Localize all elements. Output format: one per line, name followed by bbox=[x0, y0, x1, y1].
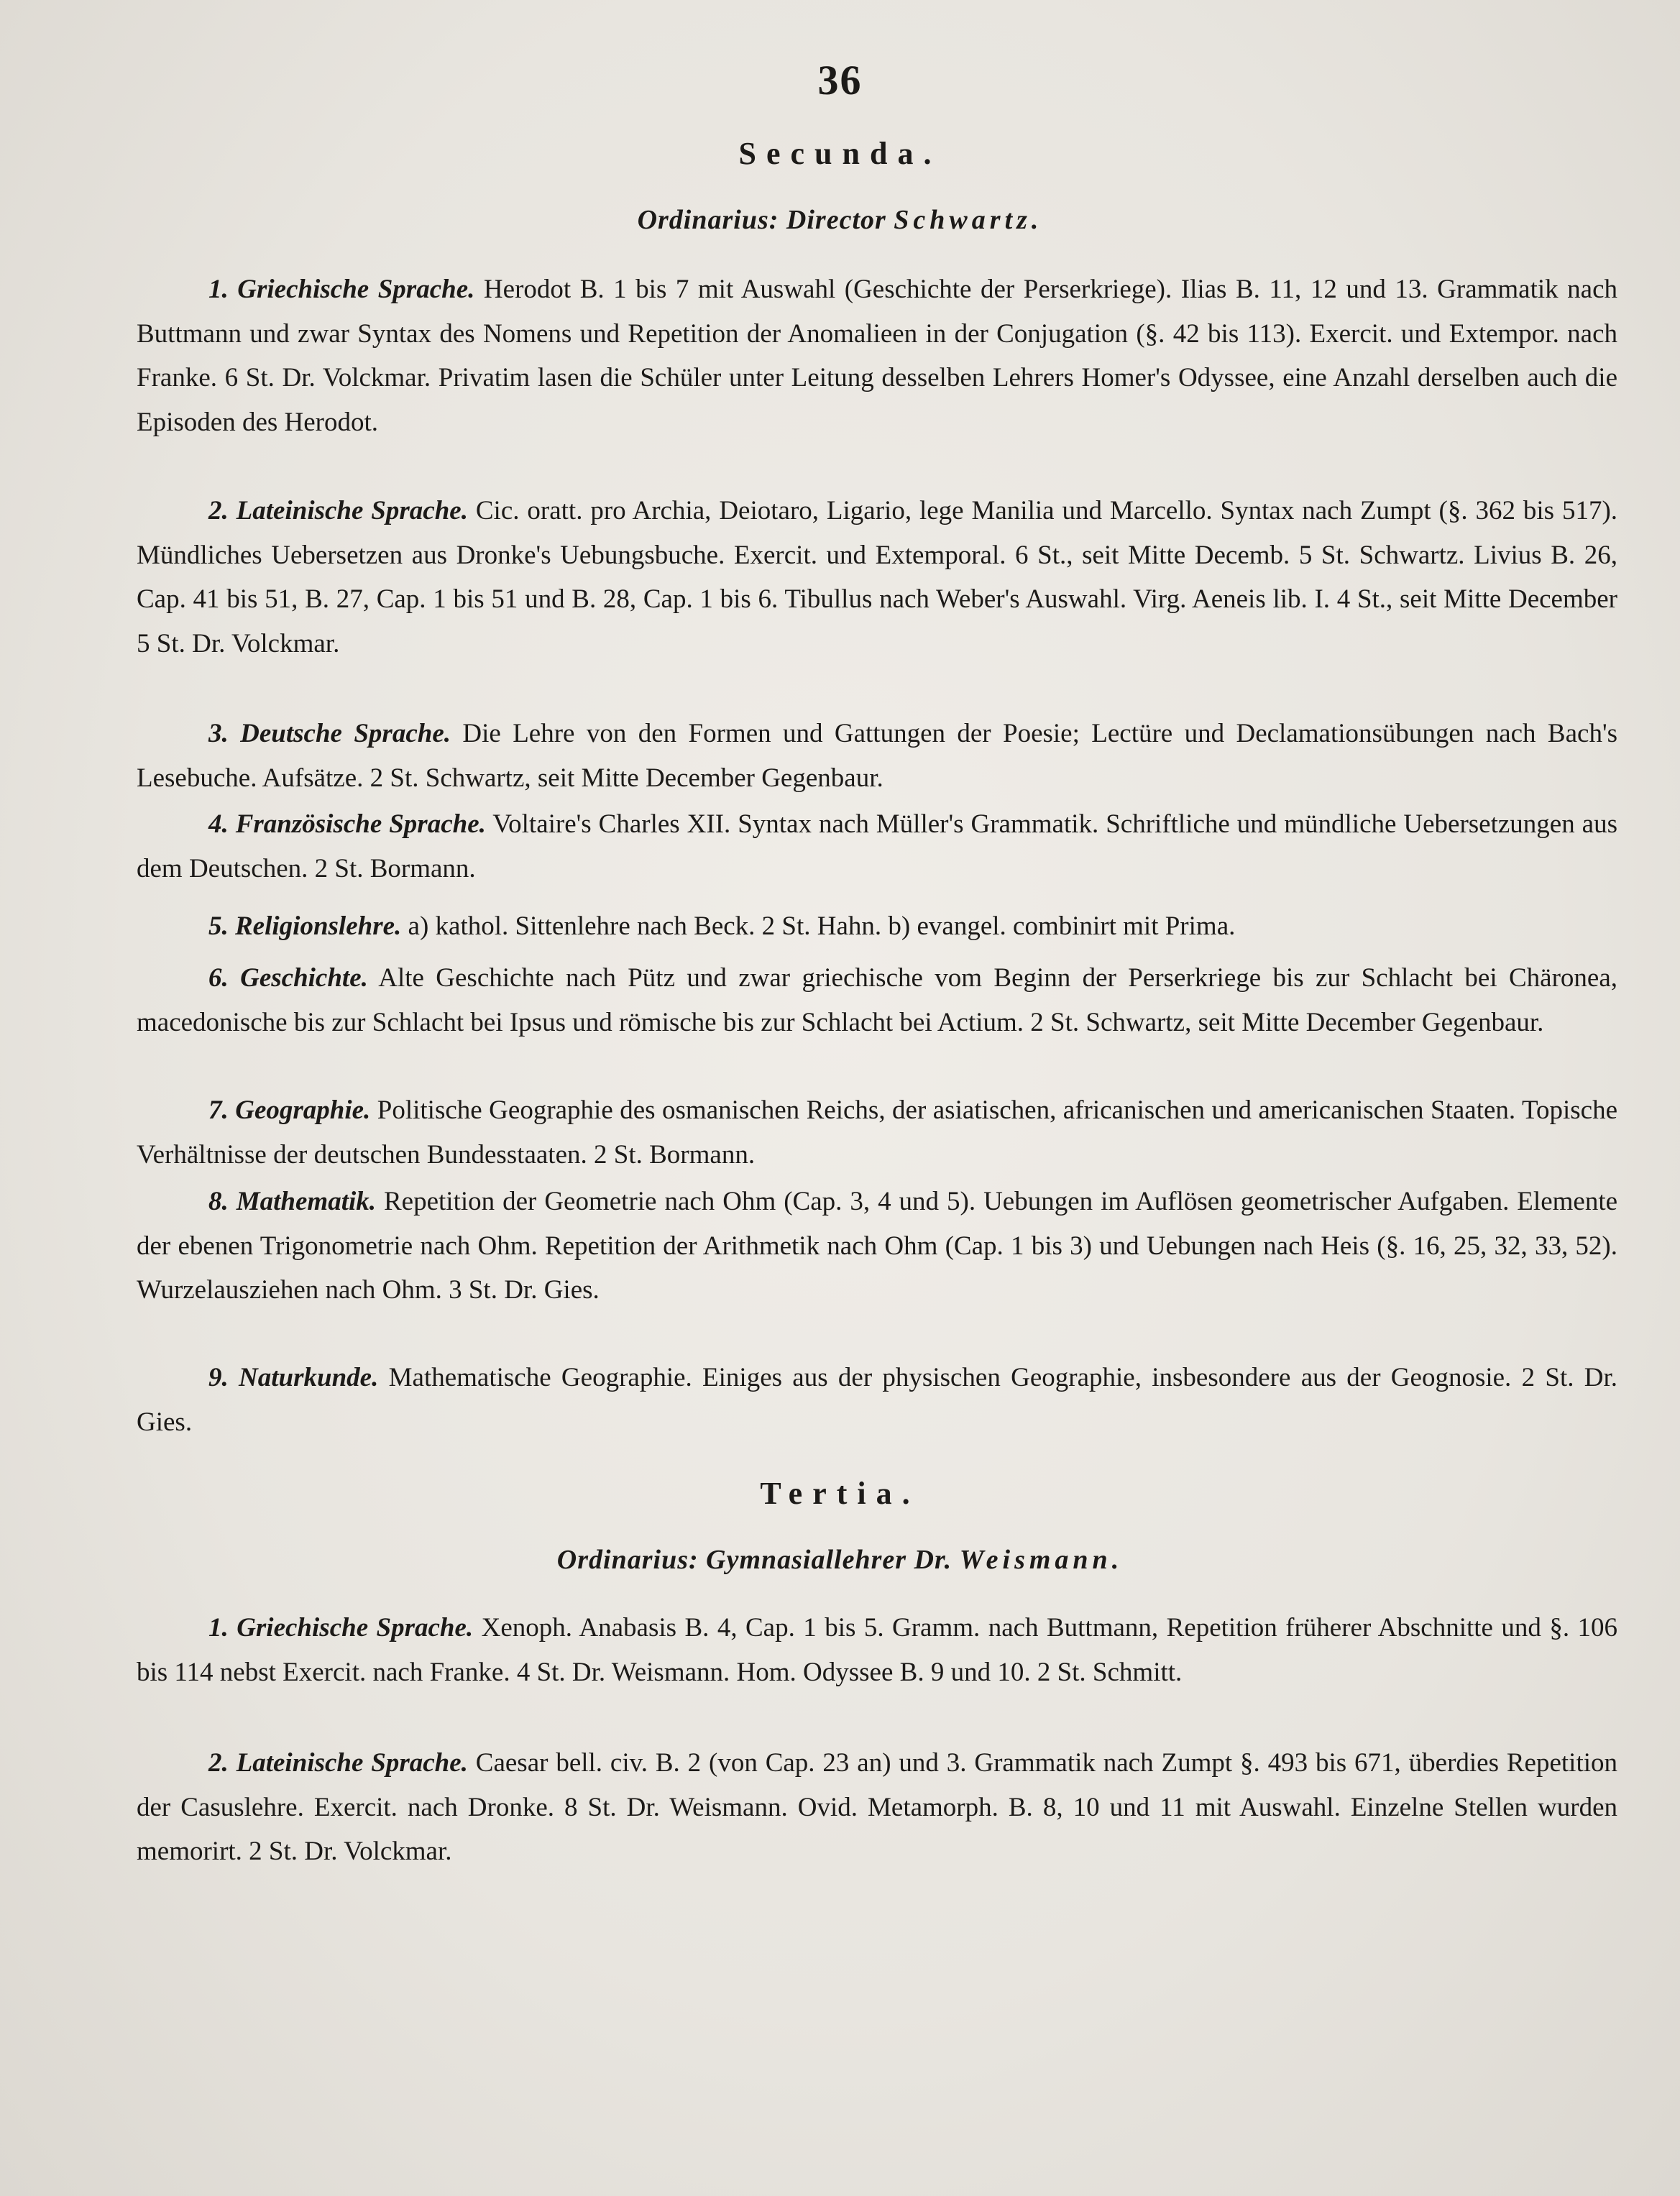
secunda-item-2 bbox=[137, 489, 1617, 666]
item-subject: Griechische Sprache. bbox=[237, 275, 475, 304]
item-number: 3. bbox=[208, 719, 229, 748]
secunda-item-6 bbox=[137, 956, 1617, 1044]
item-subject: Religionslehre. bbox=[235, 911, 402, 941]
item-text: Alte Geschichte nach Pütz und zwar griechische vom Beginn der Perserkriege bis zur Schlacht bei Chäronea, macedonische bis zur Schlacht bei Ipsus und römische bis zur Schlacht bei Actium. 2 St. Schwartz, seit Mitte December Gegenbaur. bbox=[137, 963, 1617, 1037]
item-text: Die Lehre von den Formen und Gattungen der Poesie; Lectüre und Declamationsübungen nach Bach's Lesebuche. Aufsätze. 2 St. Schwartz, seit Mitte December Gegenbaur. bbox=[137, 719, 1618, 793]
item-subject: Lateinische Sprache. bbox=[236, 496, 468, 525]
item-number: 7. bbox=[208, 1095, 229, 1125]
item-text: Repetition der Geometrie nach Ohm (Cap. 3, 4 und 5). Uebungen im Auflösen geometrischer Aufgaben. Elemente der ebenen Trigonometrie nach Ohm. Repetition der Arithmetik nach Ohm (Cap. 1 bis 3) und Uebungen nach Heis (§. 16, 25, 32, 33, 52). Wurzelausziehen nach Ohm. 3 St. Dr. Gies. bbox=[137, 1187, 1618, 1305]
ordinarius-name: Weismann. bbox=[959, 1545, 1124, 1575]
item-number: 6. bbox=[208, 963, 229, 993]
secunda-item-8 bbox=[137, 1180, 1617, 1313]
item-text: Cic. oratt. pro Archia, Deiotaro, Ligario, lege Manilia und Marcello. Syntax nach Zumpt (§. 362 bis 517). Mündliches Uebersetzen aus Dronke's Uebungsbuche. Exercit. und Extemporal. 6 St., seit Mitte Decemb. 5 St. Schwartz. Livius B. 26, Cap. 41 bis 51, B. 27, Cap. 1 bis 51 und B. 28, Cap. 1 bis 6. Tibullus nach Weber's Auswahl. Virg. Aeneis lib. I. 4 St., seit Mitte December 5 St. Dr. Volckmar. bbox=[137, 496, 1618, 658]
secunda-item-3 bbox=[137, 712, 1617, 800]
ordinarius-label: Ordinarius: Director bbox=[637, 205, 886, 235]
ordinarius-secunda bbox=[0, 204, 1680, 236]
section-title-tertia: Tertia. bbox=[760, 1476, 920, 1511]
secunda-item-9 bbox=[137, 1356, 1617, 1444]
item-subject: Französische Sprache. bbox=[235, 809, 486, 839]
ordinarius-label: Ordinarius: Gymnasiallehrer Dr. bbox=[556, 1545, 953, 1575]
item-subject: Griechische Sprache. bbox=[237, 1613, 474, 1643]
item-number: 2. bbox=[208, 496, 229, 525]
secunda-item-5 bbox=[137, 904, 1617, 949]
ordinarius-name: Schwartz. bbox=[894, 205, 1043, 235]
section-title-secunda: Secunda. bbox=[738, 136, 942, 171]
item-text: Caesar bell. civ. B. 2 (von Cap. 23 an) und 3. Grammatik nach Zumpt §. 493 bis 671, überdies Repetition der Casuslehre. Exercit. nach Dronke. 8 St. Dr. Weismann. Ovid. Metamorph. B. 8, 10 und 11 mit Auswahl. Einzelne Stellen wurden memorirt. 2 St. Dr. Volckmar. bbox=[137, 1748, 1618, 1866]
item-number: 8. bbox=[208, 1187, 229, 1216]
item-subject: Lateinische Sprache. bbox=[236, 1748, 468, 1778]
item-subject: Mathematik. bbox=[236, 1187, 377, 1216]
page-number: 36 bbox=[817, 57, 863, 104]
secunda-item-7 bbox=[137, 1088, 1617, 1177]
item-number: 4. bbox=[208, 809, 229, 839]
item-text: Herodot B. 1 bis 7 mit Auswahl (Geschichte der Perserkriege). Ilias B. 11, 12 und 13. Grammatik nach Buttmann und zwar Syntax des Nomens und Repetition der Anomalieen in der Conjugation (§. 42 bis 113). Exercit. und Extempor. nach Franke. 6 St. Dr. Volckmar. Privatim lasen die Schüler unter Leitung desselben Lehrers Homer's Odyssee, eine Anzahl derselben auch die Episoden des Herodot. bbox=[137, 275, 1618, 437]
item-subject: Geschichte. bbox=[240, 963, 368, 993]
item-number: 2. bbox=[208, 1748, 229, 1778]
secunda-item-1 bbox=[137, 267, 1617, 444]
item-number: 1. bbox=[208, 275, 229, 304]
item-text: Xenoph. Anabasis B. 4, Cap. 1 bis 5. Gramm. nach Buttmann, Repetition früherer Abschnitte und §. 106 bis 114 nebst Exercit. nach Franke. 4 St. Dr. Weismann. Hom. Odyssee B. 9 und 10. 2 St. Schmitt. bbox=[137, 1613, 1618, 1687]
tertia-item-1 bbox=[137, 1606, 1617, 1694]
item-number: 9. bbox=[208, 1363, 229, 1392]
item-subject: Geographie. bbox=[235, 1095, 371, 1125]
item-text: a) kathol. Sittenlehre nach Beck. 2 St. Hahn. b) evangel. combinirt mit Prima. bbox=[408, 911, 1236, 941]
secunda-item-4 bbox=[137, 802, 1617, 891]
item-text: Voltaire's Charles XII. Syntax nach Müller's Grammatik. Schriftliche und mündliche Uebersetzungen aus dem Deutschen. 2 St. Bormann. bbox=[137, 809, 1618, 883]
ordinarius-tertia bbox=[0, 1544, 1680, 1576]
item-text: Mathematische Geographie. Einiges aus der physischen Geographie, insbesondere aus der Geognosie. 2 St. Dr. Gies. bbox=[137, 1363, 1617, 1437]
tertia-item-2 bbox=[137, 1741, 1617, 1874]
item-subject: Deutsche Sprache. bbox=[240, 719, 451, 748]
item-subject: Naturkunde. bbox=[239, 1363, 379, 1392]
item-number: 1. bbox=[208, 1613, 229, 1643]
item-text: Politische Geographie des osmanischen Reichs, der asiatischen, africanischen und americanischen Staaten. Topische Verhältnisse der deutschen Bundesstaaten. 2 St. Bormann. bbox=[137, 1095, 1617, 1170]
item-number: 5. bbox=[208, 911, 229, 941]
